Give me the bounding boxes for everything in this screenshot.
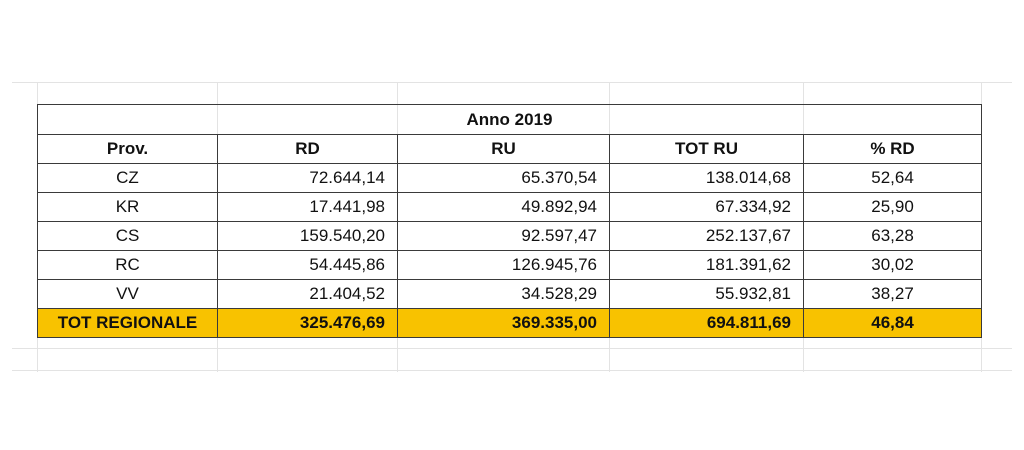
cell-tot-ru: 252.137,67 [610, 222, 804, 251]
table-row [38, 164, 982, 193]
column-header-prov: Prov. [38, 135, 218, 164]
cell-pct-rd: 63,28 [804, 222, 982, 251]
cell-prov: RC [38, 251, 218, 280]
cell-prov: CZ [38, 164, 218, 193]
column-header-rd: RD [218, 135, 398, 164]
table-row [38, 280, 982, 309]
cell-total-label: TOT REGIONALE [38, 309, 218, 338]
cell-ru: 126.945,76 [398, 251, 610, 280]
cell-total-tot-ru: 694.811,69 [610, 309, 804, 338]
cell-ru: 49.892,94 [398, 193, 610, 222]
cell-tot-ru: 181.391,62 [610, 251, 804, 280]
cell-rd: 72.644,14 [218, 164, 398, 193]
table-header-row [38, 135, 982, 164]
cell-rd: 17.441,98 [218, 193, 398, 222]
gridline [12, 370, 1012, 371]
gridline [12, 82, 1012, 83]
table-title: Anno 2019 [38, 105, 982, 135]
cell-total-pct-rd: 46,84 [804, 309, 982, 338]
cell-prov: CS [38, 222, 218, 251]
column-header-tot-ru: TOT RU [610, 135, 804, 164]
table-title-row [38, 105, 982, 135]
cell-ru: 92.597,47 [398, 222, 610, 251]
cell-pct-rd: 38,27 [804, 280, 982, 309]
cell-total-rd: 325.476,69 [218, 309, 398, 338]
table-row [38, 222, 982, 251]
cell-tot-ru: 138.014,68 [610, 164, 804, 193]
gridline [12, 348, 1012, 349]
cell-pct-rd: 30,02 [804, 251, 982, 280]
table-row [38, 193, 982, 222]
cell-rd: 54.445,86 [218, 251, 398, 280]
cell-ru: 65.370,54 [398, 164, 610, 193]
column-header-pct-rd: % RD [804, 135, 982, 164]
total-row [38, 309, 982, 338]
cell-tot-ru: 55.932,81 [610, 280, 804, 309]
table-row [38, 251, 982, 280]
cell-total-ru: 369.335,00 [398, 309, 610, 338]
cell-ru: 34.528,29 [398, 280, 610, 309]
cell-rd: 159.540,20 [218, 222, 398, 251]
column-header-ru: RU [398, 135, 610, 164]
cell-prov: VV [38, 280, 218, 309]
cell-tot-ru: 67.334,92 [610, 193, 804, 222]
cell-rd: 21.404,52 [218, 280, 398, 309]
cell-pct-rd: 25,90 [804, 193, 982, 222]
cell-prov: KR [38, 193, 218, 222]
cell-pct-rd: 52,64 [804, 164, 982, 193]
waste-data-table [37, 104, 982, 338]
